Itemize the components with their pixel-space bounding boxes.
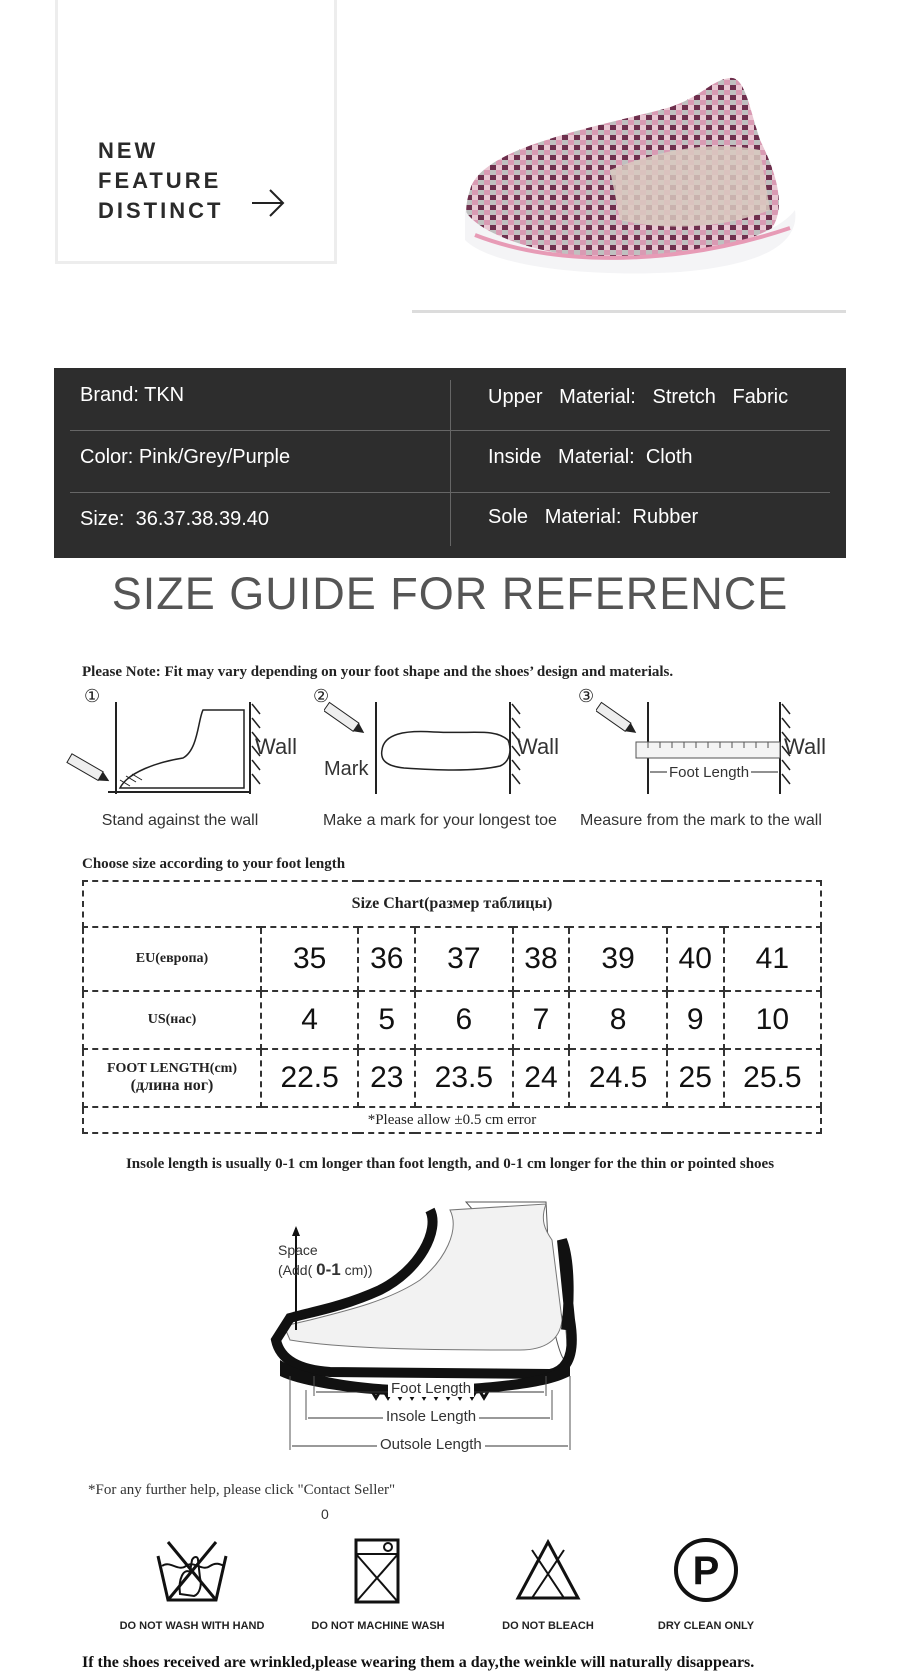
spec-table [54,368,846,558]
spec-brand: Brand: TKN [80,384,185,406]
wrinkle-note: If the shoes received are wrinkled,please wearing them a day,the weinkle will naturally disappears. [82,1654,755,1671]
step-3-foot-length-label: Foot Length [669,764,750,781]
choose-size-note: Choose size according to your foot length [82,856,346,872]
add-value: 0-1 [316,1260,341,1279]
eu-size-cell: 40 [667,927,724,991]
foot-length-cell: 23.5 [415,1049,512,1107]
feature-text [98,136,223,226]
do-not-machine-wash-icon [352,1536,402,1606]
do-not-bleach-icon [514,1538,582,1604]
product-shoe-image [460,70,810,280]
space-label: Space [278,1242,318,1258]
error-note: *Please allow ±0.5 cm error [83,1107,821,1133]
care-label-hand-wash: DO NOT WASH WITH HAND [119,1620,265,1632]
insole-length-label: Insole Length [383,1408,479,1425]
eu-size-cell: 41 [724,927,821,991]
eu-size-cell: 38 [513,927,570,991]
foot-length-cell: 22.5 [261,1049,358,1107]
foot-length-cell: 25 [667,1049,724,1107]
foot-length-label-ru: (длина ног) [130,1077,214,1094]
us-size-cell: 5 [358,991,415,1049]
step-2-caption: Make a mark for your longest toe [323,812,557,829]
fit-note: Please Note: Fit may vary depending on your foot shape and the shoes’ design and materials. [82,664,674,680]
dry-clean-letter: P [692,1549,720,1593]
feature-line-2: FEATURE [98,168,222,193]
step-2-number: ② [313,686,330,706]
us-size-cell: 6 [415,991,512,1049]
size-guide-title: SIZE GUIDE FOR REFERENCE [111,568,789,619]
spec-sole-material: Sole Material: Rubber [488,506,699,528]
step-3-wall-label: Wall [784,734,826,759]
step-3-caption: Measure from the mark to the wall [580,812,822,829]
us-size-cell: 9 [667,991,724,1049]
row-label-foot-length [83,1049,261,1107]
table-row [83,991,821,1049]
size-chart [82,880,822,1134]
spec-size: Size: 36.37.38.39.40 [80,508,270,530]
table-row [83,1049,821,1107]
eu-size-cell: 35 [261,927,358,991]
care-label-bleach: DO NOT BLEACH [502,1620,594,1632]
row-label-us: US(нас) [83,991,261,1049]
insole-note: Insole length is usually 0-1 cm longer than foot length, and 0-1 cm longer for the thin or pointed shoes [125,1156,775,1172]
measure-foot-illustration [596,700,808,800]
contact-zero: 0 [321,1506,329,1522]
foot-length-cell: 24 [513,1049,570,1107]
arrow-right-icon[interactable] [250,188,286,218]
eu-size-cell: 37 [415,927,512,991]
step-1-number: ① [84,686,101,706]
care-label-machine-wash: DO NOT MACHINE WASH [311,1620,445,1632]
spec-upper-material: Upper Material: Stretch Fabric [488,386,789,408]
foot-length-cell: 25.5 [724,1049,821,1107]
spec-divider [450,380,451,546]
row-label-eu: EU(европа) [83,927,261,991]
contact-seller-note[interactable]: *For any further help, please click "Contact Seller" [88,1482,396,1498]
us-size-cell: 8 [569,991,666,1049]
step-2-mark-label: Mark [324,758,369,780]
step-2-wall-label: Wall [517,734,559,759]
step-1-wall-label: Wall [255,734,297,759]
feature-line-1: NEW [98,138,159,163]
foot-length-cell: 23 [358,1049,415,1107]
us-size-cell: 4 [261,991,358,1049]
add-prefix: (Add( [278,1262,313,1278]
spec-row-divider [70,430,830,431]
outsole-length-label: Outsole Length [377,1436,485,1453]
foot-length-label: FOOT LENGTH(cm) [106,1061,238,1076]
eu-size-cell: 36 [358,927,415,991]
spec-row-divider [70,492,830,493]
size-chart-title: Size Chart(размер таблицы) [83,881,821,927]
eu-size-cell: 39 [569,927,666,991]
do-not-wash-hand-icon [154,1538,230,1608]
spec-inside-material: Inside Material: Cloth [488,446,693,468]
us-size-cell: 7 [513,991,570,1049]
us-size-cell: 10 [724,991,821,1049]
add-space-label [278,1260,373,1280]
step-1-caption: Stand against the wall [101,812,259,829]
dry-clean-only-icon [672,1536,740,1604]
divider-line [412,310,846,313]
care-label-dry-clean: DRY CLEAN ONLY [657,1620,755,1632]
step-3-number: ③ [578,686,595,706]
foot-length-label-diagram: Foot Length [388,1380,474,1397]
spec-color: Color: Pink/Grey/Purple [80,446,291,468]
add-unit: cm)) [344,1262,373,1278]
table-row [83,927,821,991]
feature-line-3: DISTINCT [98,198,224,223]
foot-length-cell: 24.5 [569,1049,666,1107]
